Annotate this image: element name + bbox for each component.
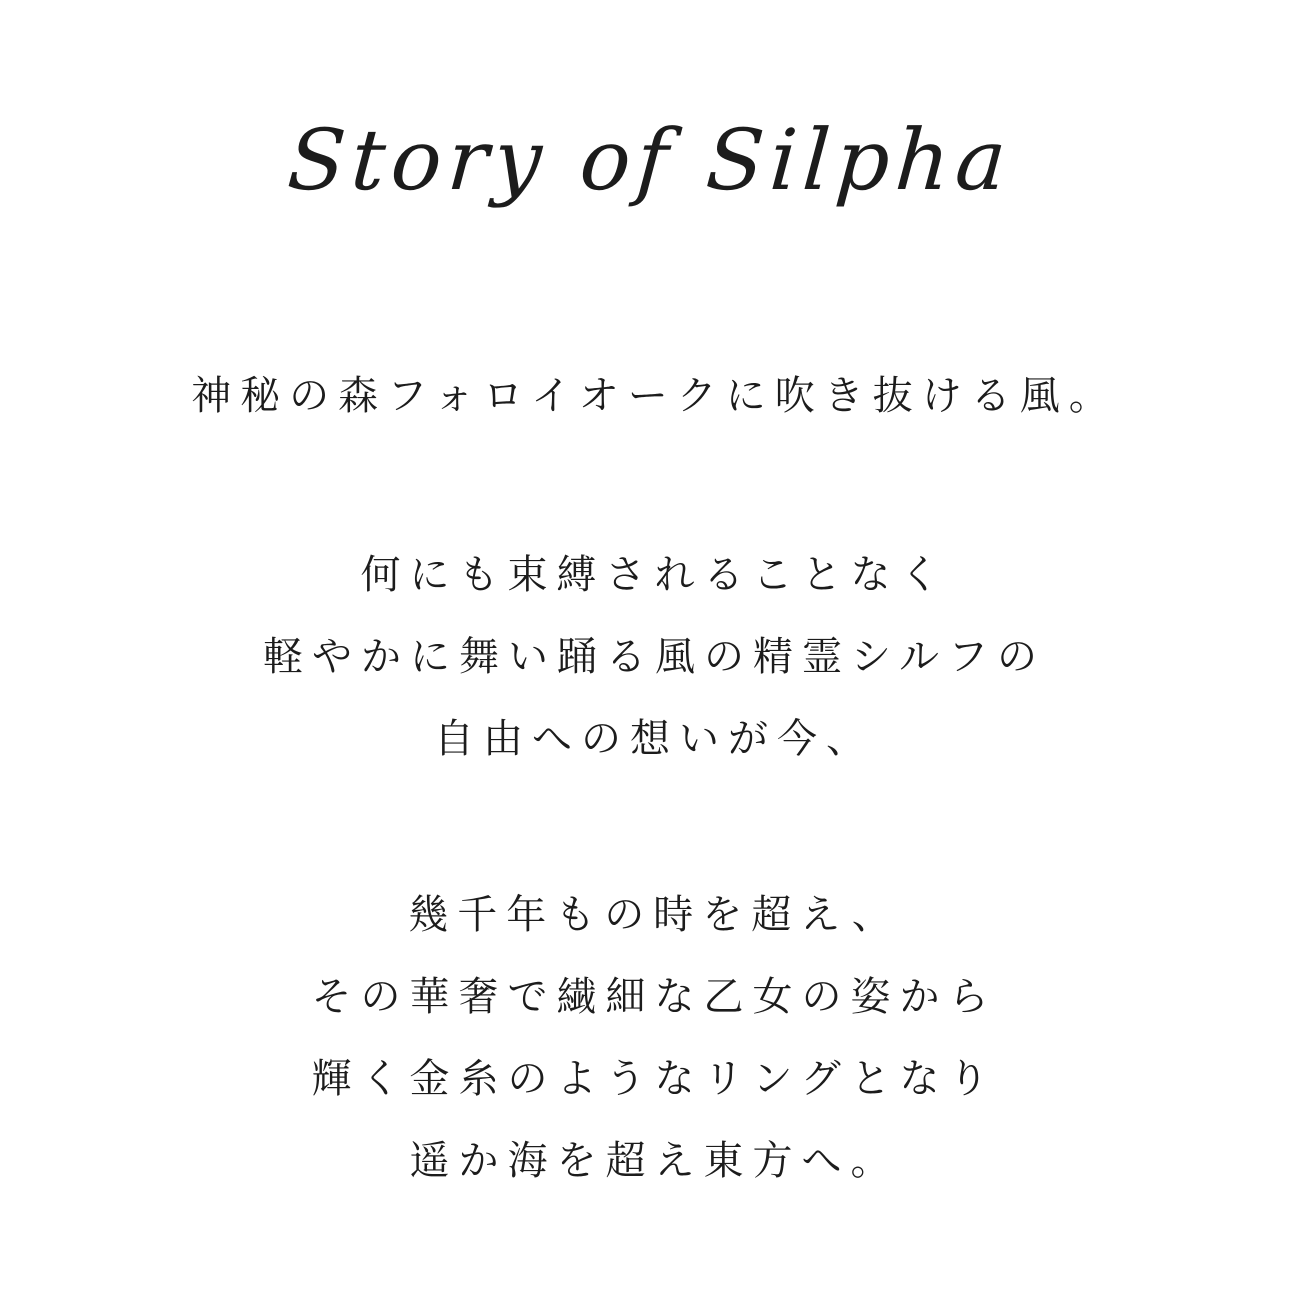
story-paragraph-1	[182, 355, 1118, 437]
story-paragraph-2	[254, 534, 1046, 780]
story-title: Story of Silpha	[284, 111, 1016, 209]
story-line: 何にも束縛されることなく	[360, 552, 949, 599]
story-paragraph-3	[303, 874, 998, 1202]
story-line: 輝く金糸のようなリングとなり	[311, 1056, 998, 1103]
story-line: 幾千年もの時を超え、	[408, 892, 901, 939]
story-line: 自由への想いが今、	[434, 716, 875, 763]
story-line: 遥か海を超え東方へ。	[409, 1138, 900, 1185]
story-line: 神秘の森フォロイオークに吹き抜ける風。	[191, 373, 1118, 420]
story-line: その華奢で繊細な乙女の姿から	[311, 974, 998, 1021]
story-line: 軽やかに舞い踊る風の精霊シルフの	[263, 634, 1046, 681]
